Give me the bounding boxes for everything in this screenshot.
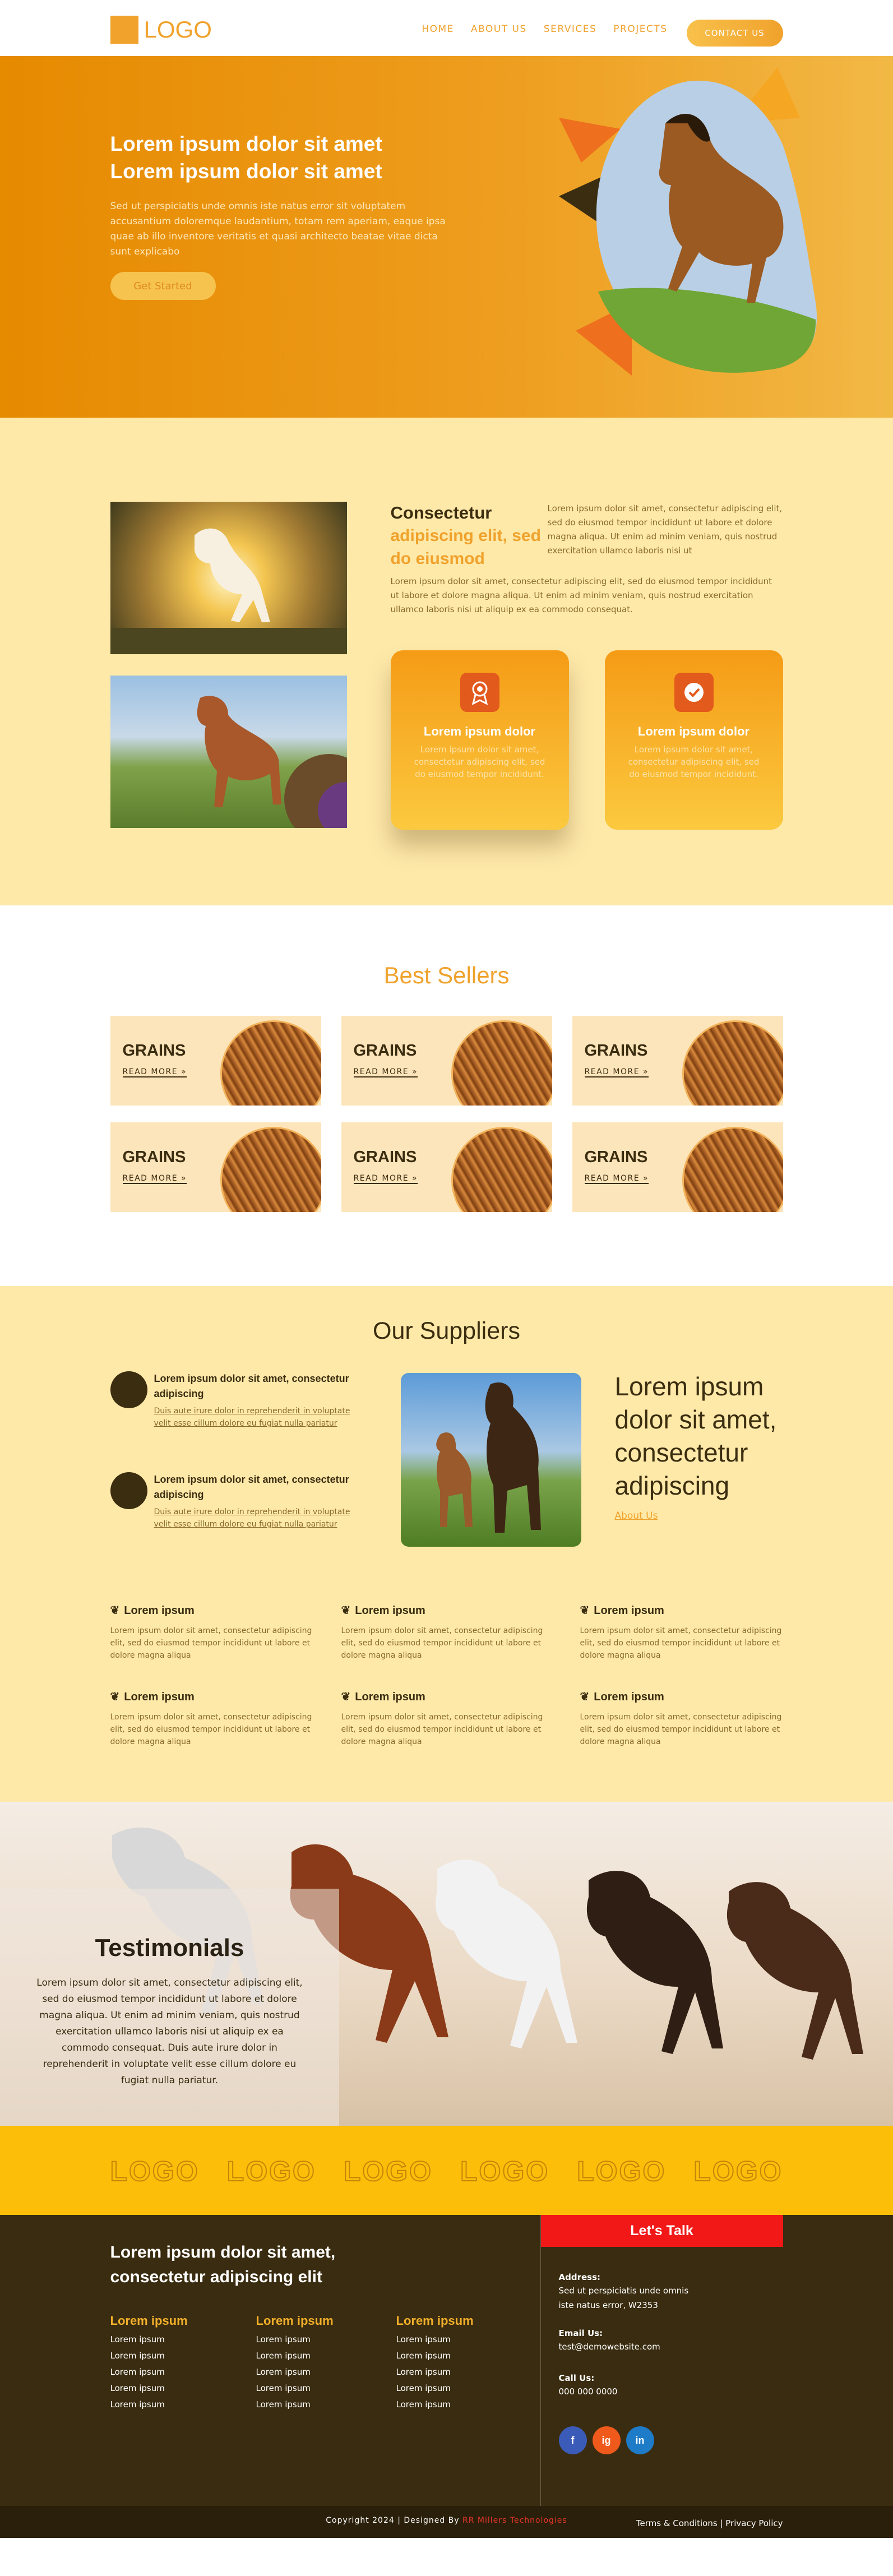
product-title: GRAINS: [122, 1148, 186, 1166]
feature-item: [341, 1690, 554, 1748]
product-card[interactable]: [110, 1016, 321, 1106]
footer-column-title: Lorem ipsum: [110, 2314, 188, 2328]
feature-card-title: Lorem ipsum dolor: [637, 724, 750, 738]
testimonials-panel: [0, 1889, 339, 2126]
company-link[interactable]: RR Millers Technologies: [462, 2516, 567, 2525]
feature-item-text: Lorem ipsum dolor sit amet, consectetur adipiscing elit, sed do eiusmod tempor incididunt ut labore et dolore magna aliqua: [580, 1713, 782, 1746]
feature-item-title: [580, 1690, 783, 1704]
hero-text: Sed ut perspiciatis unde omnis iste natus error sit voluptatem accusantium doloremque laudantium, totam rem aperiam, eaque ipsa quae ab illo inventore veritatis et quasi architecto beatae vitae dicta sunt explicabo: [110, 201, 446, 257]
footer-link[interactable]: Lorem ipsum: [396, 2367, 451, 2377]
footer-link[interactable]: Lorem ipsum: [396, 2383, 451, 2393]
feature-card-text: Lorem ipsum dolor sit amet, consectetur adipiscing elit, sed do eiusmod tempor incididunt.: [414, 744, 545, 779]
call-label: Call Us:: [558, 2373, 595, 2383]
feature-item-title: [341, 1690, 554, 1704]
feature-item-title: [580, 1603, 783, 1618]
site-header: [0, 0, 893, 56]
award-icon: [460, 673, 499, 712]
read-more-link[interactable]: [123, 1174, 187, 1184]
copyright-bar: [0, 2506, 893, 2538]
suppliers-section: [0, 1286, 893, 1802]
about-heading: [391, 502, 542, 570]
about-heading-text: Consectetur: [390, 503, 492, 522]
rearing-horse-photo: [110, 502, 347, 654]
sprout-icon: ❦: [580, 1604, 590, 1617]
double-chevron-icon: »: [412, 1174, 418, 1183]
sprout-icon: ❦: [110, 1691, 120, 1703]
testimonial-text: Lorem ipsum dolor sit amet, consectetur adipiscing elit, sed do eiusmod tempor incididunt ut labore et dolore magna aliqua. Ut enim ad minim veniam, quis nostrud exercitation ullamco laboris nisi ut aliquip ex ea commodo consequat. Duis aute irure dolor in reprehenderit in voluptate velit esse cillum dolore eu fugiat nulla pariatur.: [36, 1977, 303, 2086]
double-chevron-icon: »: [412, 1067, 418, 1076]
read-more-label: READ MORE: [584, 1174, 640, 1183]
about-para-2: Lorem ipsum dolor sit amet, consectetur adipiscing elit, sed do eiusmod tempor incididunt ut labore et dolore magna aliqua. Ut enim ad minim veniam, quis nostrud exercitation ullamco laboris nisi ut aliquip ex ea commodo consequat.: [390, 576, 772, 614]
feature-item-text: Lorem ipsum dolor sit amet, consectetur adipiscing elit, sed do eiusmod tempor incididunt ut labore et dolore magna aliqua: [110, 1626, 312, 1660]
product-card[interactable]: [341, 1122, 552, 1212]
feature-card-award[interactable]: [391, 650, 569, 830]
contact-phone: [559, 2372, 783, 2399]
footer-link[interactable]: Lorem ipsum: [110, 2383, 165, 2393]
feature-item-title-text: Lorem ipsum: [124, 1604, 195, 1617]
site-footer: [0, 2215, 893, 2506]
footer-link[interactable]: Lorem ipsum: [256, 2334, 311, 2344]
partner-logo[interactable]: LOGO: [460, 2156, 550, 2187]
footer-column: [256, 2313, 380, 2410]
legal-links[interactable]: Terms & Conditions | Privacy Policy: [636, 2518, 783, 2528]
nav-projects[interactable]: PROJECTS: [613, 24, 668, 35]
feature-card-title: Lorem ipsum dolor: [423, 724, 536, 738]
contact-address: [559, 2271, 783, 2313]
product-title: GRAINS: [122, 1042, 186, 1060]
footer-column: [110, 2313, 234, 2410]
check-badge-icon: [674, 673, 714, 712]
grain-image: [451, 1127, 552, 1212]
product-title: GRAINS: [584, 1148, 648, 1166]
partner-logo[interactable]: LOGO: [693, 2156, 783, 2187]
nav-services[interactable]: SERVICES: [543, 24, 597, 35]
feature-card-check[interactable]: [605, 650, 783, 830]
footer-link[interactable]: Lorem ipsum: [256, 2351, 311, 2361]
product-card[interactable]: [110, 1122, 321, 1212]
product-card[interactable]: [572, 1122, 783, 1212]
partner-logo[interactable]: LOGO: [343, 2156, 433, 2187]
footer-link[interactable]: Lorem ipsum: [256, 2367, 311, 2377]
double-chevron-icon: »: [181, 1067, 187, 1076]
feature-item: [110, 1603, 323, 1662]
contact-email: [559, 2327, 783, 2354]
sprout-icon: ❦: [341, 1691, 351, 1703]
read-more-label: READ MORE: [122, 1174, 178, 1183]
about-heading-highlight: adipiscing elit, sed do eiusmod: [390, 526, 541, 568]
grain-image: [451, 1020, 552, 1106]
read-more-link[interactable]: [354, 1067, 418, 1077]
hero-title-line2: Lorem ipsum dolor sit amet: [110, 160, 382, 183]
supplier-item-link[interactable]: Duis aute irure dolor in reprehenderit in voluptate velit esse cillum dolore eu fugiat nulla pariatur: [154, 1507, 350, 1529]
footer-link[interactable]: Lorem ipsum: [396, 2399, 451, 2409]
read-more-label: READ MORE: [584, 1067, 640, 1076]
footer-link[interactable]: Lorem ipsum: [256, 2399, 311, 2409]
email-label: Email Us:: [558, 2328, 603, 2338]
get-started-button[interactable]: Get Started: [110, 272, 216, 300]
best-sellers-section: [0, 905, 893, 1286]
footer-link[interactable]: Lorem ipsum: [110, 2334, 165, 2344]
supplier-item-link[interactable]: Duis aute irure dolor in reprehenderit in voluptate velit esse cillum dolore eu fugiat nulla pariatur: [154, 1407, 350, 1428]
sprout-icon: ❦: [110, 1604, 120, 1617]
suppliers-title: Our Suppliers: [373, 1317, 520, 1344]
instagram-icon[interactable]: ig: [593, 2426, 621, 2454]
testimonials-section: [0, 1802, 893, 2126]
lets-talk-banner: Let's Talk: [541, 2215, 783, 2247]
about-section: [0, 418, 893, 905]
footer-link[interactable]: Lorem ipsum: [110, 2399, 165, 2409]
address-value: Sed ut perspiciatis unde omnis iste natus error, W2353: [558, 2286, 689, 2310]
footer-link[interactable]: Lorem ipsum: [396, 2351, 451, 2361]
contact-us-button[interactable]: CONTACT US: [687, 20, 783, 47]
read-more-link[interactable]: [123, 1067, 187, 1077]
partner-logos-section: [0, 2126, 893, 2215]
feature-item-title: [341, 1603, 554, 1618]
feature-item: [580, 1690, 783, 1748]
nav-home[interactable]: HOME: [422, 24, 454, 35]
feature-item-title-text: Lorem ipsum: [594, 1691, 664, 1703]
hero-horse-image: [441, 56, 834, 418]
main-nav: [422, 24, 667, 35]
logo-text[interactable]: LOGO: [144, 16, 212, 43]
supplier-item-title: Lorem ipsum dolor sit amet, consectetur adipiscing: [154, 1373, 349, 1399]
grain-image: [682, 1127, 783, 1212]
feature-item-title-text: Lorem ipsum: [594, 1604, 664, 1617]
read-more-link[interactable]: [585, 1067, 649, 1077]
grain-image: [220, 1020, 321, 1106]
hero-title-line1: Lorem ipsum dolor sit amet: [110, 132, 382, 155]
about-para-1: Lorem ipsum dolor sit amet, consectetur adipiscing elit, sed do eiusmod tempor incididunt ut labore et dolore magna aliqua. Ut enim ad minim veniam, quis nostrud exercitation ullamco laboris nisi ut: [547, 503, 783, 556]
product-card[interactable]: [572, 1016, 783, 1106]
phone-value[interactable]: 000 000 0000: [558, 2387, 618, 2397]
about-us-link[interactable]: About Us: [614, 1510, 658, 1521]
product-title: GRAINS: [353, 1042, 417, 1060]
footer-divider: [540, 2215, 541, 2506]
read-more-link[interactable]: [354, 1174, 418, 1184]
feature-item-title-text: Lorem ipsum: [355, 1691, 425, 1703]
feature-card-text: Lorem ipsum dolor sit amet, consectetur adipiscing elit, sed do eiusmod tempor incididunt.: [628, 744, 760, 779]
grain-image: [682, 1020, 783, 1106]
read-more-label: READ MORE: [353, 1174, 409, 1183]
footer-link[interactable]: Lorem ipsum: [110, 2367, 165, 2377]
best-sellers-title: Best Sellers: [383, 962, 510, 988]
partner-logo[interactable]: LOGO: [226, 2156, 316, 2187]
mare-foal-photo: [401, 1373, 581, 1547]
sprout-icon: ❦: [341, 1604, 351, 1617]
copyright-prefix: Copyright 2024 | Designed By: [326, 2516, 460, 2525]
double-chevron-icon: »: [181, 1174, 187, 1183]
feature-item-title-text: Lorem ipsum: [124, 1691, 195, 1703]
sprout-icon: ❦: [580, 1691, 590, 1703]
hero-title: [110, 130, 424, 185]
feature-item-text: Lorem ipsum dolor sit amet, consectetur adipiscing elit, sed do eiusmod tempor incididunt ut labore et dolore magna aliqua: [580, 1626, 782, 1660]
footer-heading: Lorem ipsum dolor sit amet, consectetur adipiscing elit: [110, 2243, 336, 2286]
supplier-dot-icon: [110, 1371, 147, 1408]
feature-item-title: [110, 1690, 323, 1704]
partner-logo[interactable]: LOGO: [110, 2156, 200, 2187]
read-more-link[interactable]: [585, 1174, 649, 1184]
feature-item: [580, 1603, 783, 1662]
feature-item-text: Lorem ipsum dolor sit amet, consectetur adipiscing elit, sed do eiusmod tempor incididunt ut labore et dolore magna aliqua: [341, 1626, 543, 1660]
product-card[interactable]: [341, 1016, 552, 1106]
read-more-label: READ MORE: [122, 1067, 178, 1076]
double-chevron-icon: »: [643, 1174, 649, 1183]
footer-link[interactable]: Lorem ipsum: [110, 2351, 165, 2361]
testimonials-title: Testimonials: [95, 1934, 244, 1962]
product-title: GRAINS: [584, 1042, 648, 1060]
facebook-icon[interactable]: f: [559, 2426, 587, 2454]
footer-link[interactable]: Lorem ipsum: [256, 2383, 311, 2393]
footer-column: [396, 2313, 520, 2410]
nav-about[interactable]: ABOUT US: [470, 24, 527, 35]
linkedin-icon[interactable]: in: [626, 2426, 654, 2454]
supplier-item-title: Lorem ipsum dolor sit amet, consectetur adipiscing: [154, 1474, 349, 1500]
email-value[interactable]: test@demowebsite.com: [558, 2342, 660, 2352]
footer-column-title: Lorem ipsum: [396, 2314, 474, 2328]
read-more-label: READ MORE: [353, 1067, 409, 1076]
supplier-dot-icon: [110, 1472, 147, 1509]
suppliers-big-text: Lorem ipsum dolor sit amet, consectetur adipiscing: [614, 1372, 777, 1500]
grain-image: [220, 1127, 321, 1212]
feature-item: [110, 1690, 323, 1748]
feature-item-text: Lorem ipsum dolor sit amet, consectetur adipiscing elit, sed do eiusmod tempor incididunt ut labore et dolore magna aliqua: [110, 1713, 312, 1746]
feature-item-title-text: Lorem ipsum: [355, 1604, 425, 1617]
address-label: Address:: [558, 2272, 601, 2282]
product-title: GRAINS: [353, 1148, 417, 1166]
feature-item-text: Lorem ipsum dolor sit amet, consectetur adipiscing elit, sed do eiusmod tempor incididunt ut labore et dolore magna aliqua: [341, 1713, 543, 1746]
footer-link[interactable]: Lorem ipsum: [396, 2334, 451, 2344]
logo-mark[interactable]: [110, 16, 138, 44]
horse-grain-photo: [110, 676, 347, 828]
footer-column-title: Lorem ipsum: [256, 2314, 334, 2328]
feature-item: [341, 1603, 554, 1662]
partner-logo[interactable]: LOGO: [577, 2156, 667, 2187]
hero-section: [0, 56, 893, 418]
feature-item-title: [110, 1603, 323, 1618]
double-chevron-icon: »: [643, 1067, 649, 1076]
